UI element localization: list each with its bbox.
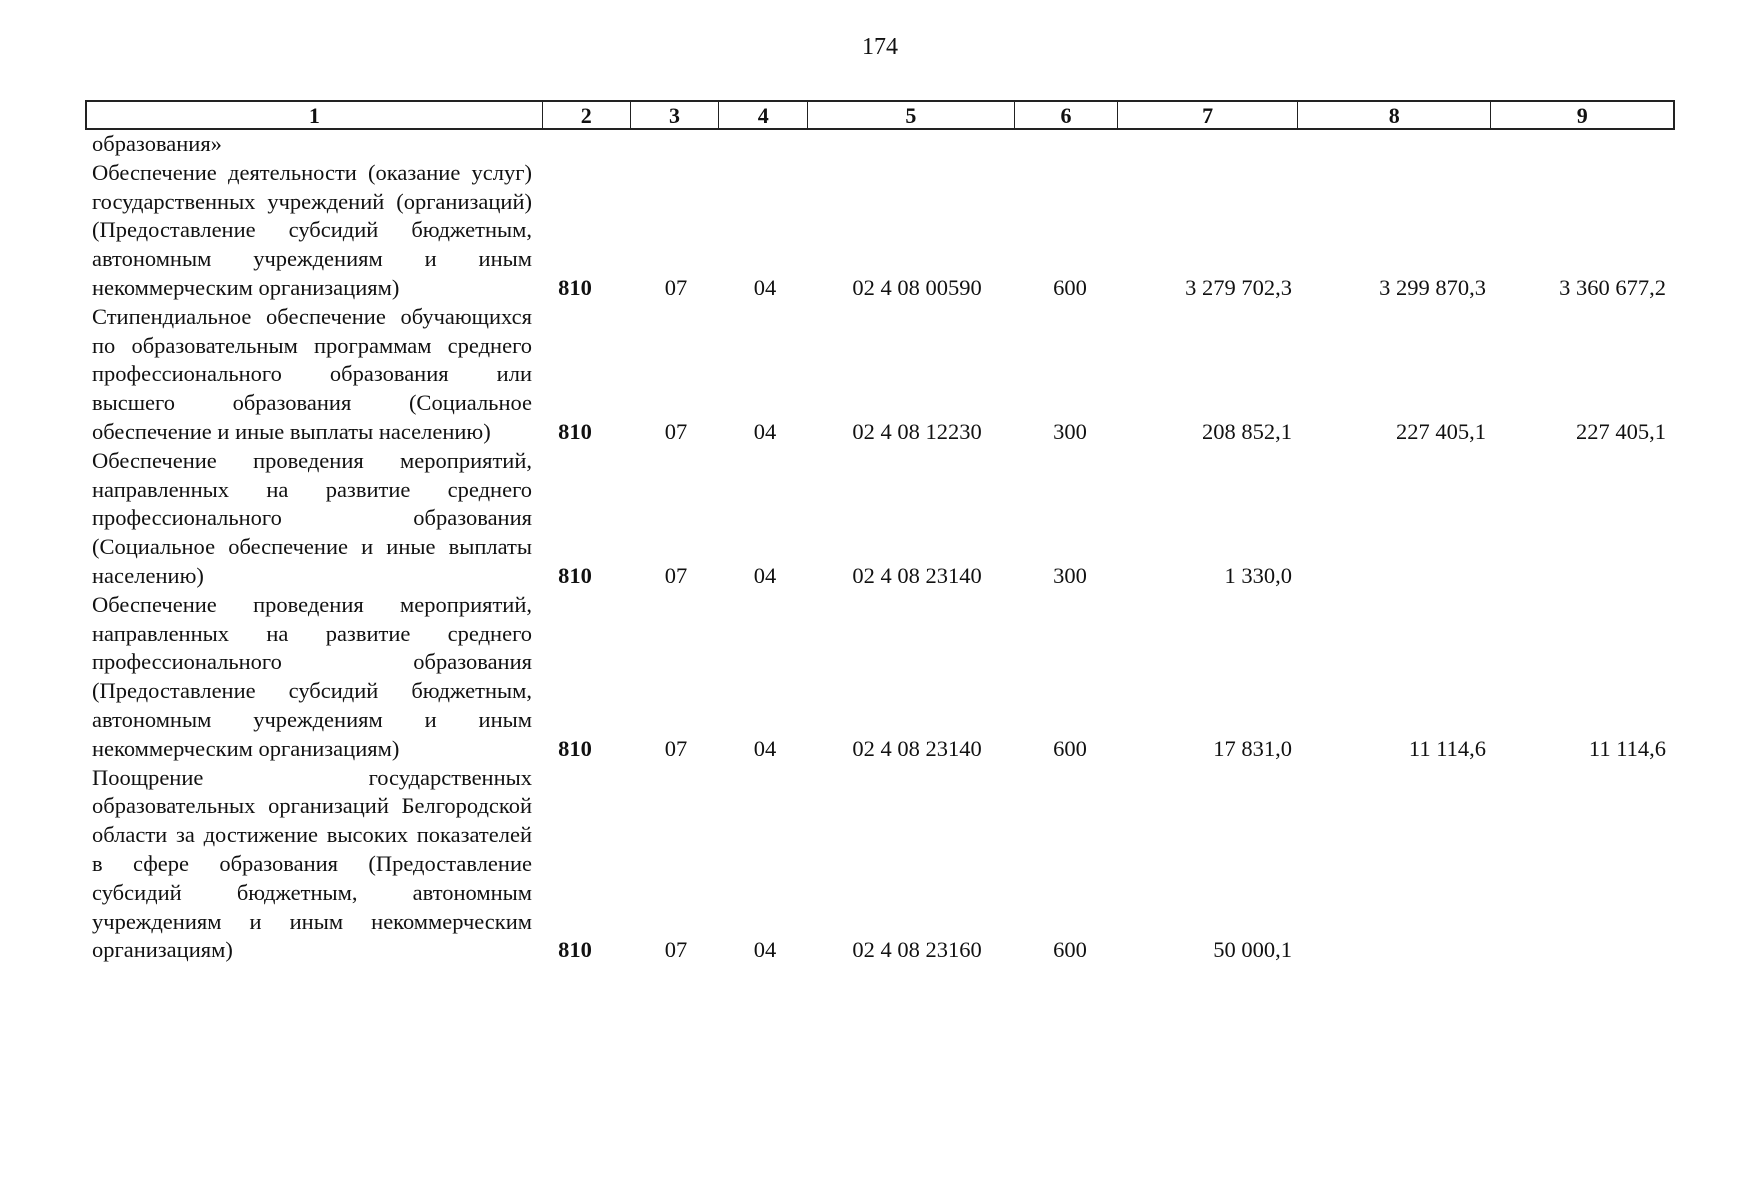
row-vr: 600	[1053, 735, 1087, 761]
row-pr: 04	[753, 562, 777, 588]
header-col-2: 2	[543, 102, 631, 128]
row-description: Стипендиальное обеспечение обучающихся по образовательным программам среднего профессионального образования или высшего образования (Социальное обеспечение и иные выплаты населению)	[92, 303, 532, 444]
row-vr: 600	[1053, 274, 1087, 300]
row-description: Поощрение государственных образовательных организаций Белгородской области за достижение высоких показателей в сфере образования (Предоставление субсидий бюджетным, автономным учреждениям и иным некоммерческим организациям)	[92, 764, 532, 963]
header-col-6: 6	[1015, 102, 1119, 128]
row-year1: 3 279 702,3	[1185, 274, 1292, 300]
row-vr: 300	[1053, 418, 1087, 444]
row-description: Обеспечение деятельности (оказание услуг) государственных учреждений (организаций) (Предоставление субсидий бюджетным, автономным учреждениям и иным некоммерческим организациям)	[92, 159, 532, 300]
row-kod: 810	[558, 937, 592, 963]
row-csr: 02 4 08 12230	[852, 418, 982, 444]
row-csr: 02 4 08 23140	[852, 735, 982, 761]
row-csr: 02 4 08 23160	[852, 937, 982, 963]
table-row	[0, 303, 1760, 447]
row-rz: 07	[664, 418, 688, 444]
row-kod: 810	[558, 418, 592, 444]
row-description: Обеспечение проведения мероприятий, направленных на развитие среднего профессионального образования (Социальное обеспечение и иные выплаты населению)	[92, 447, 532, 588]
row-rz: 07	[664, 937, 688, 963]
row-vr: 300	[1053, 562, 1087, 588]
row-rz: 07	[664, 735, 688, 761]
page-number: 174	[862, 34, 898, 60]
row-description: Обеспечение проведения мероприятий, направленных на развитие среднего профессионального образования (Предоставление субсидий бюджетным, автономным учреждениям и иным некоммерческим организациям)	[92, 591, 532, 761]
row-rz: 07	[664, 562, 688, 588]
row-year2: 3 299 870,3	[1379, 274, 1486, 300]
header-col-1: 1	[87, 102, 543, 128]
row-kod: 810	[558, 562, 592, 588]
row-year1: 17 831,0	[1213, 735, 1292, 761]
row-year3: 3 360 677,2	[1559, 274, 1666, 300]
row-year1: 1 330,0	[1224, 562, 1292, 588]
row-kod: 810	[558, 735, 592, 761]
row-csr: 02 4 08 23140	[852, 562, 982, 588]
header-col-7: 7	[1118, 102, 1298, 128]
header-col-4: 4	[719, 102, 808, 128]
row-pr: 04	[753, 937, 777, 963]
header-col-9: 9	[1576, 103, 1588, 128]
table-header	[85, 100, 1675, 130]
row-year1: 208 852,1	[1202, 418, 1292, 444]
header-col-5: 5	[808, 102, 1014, 128]
table-row	[0, 591, 1760, 764]
row-year3: 227 405,1	[1576, 418, 1666, 444]
continuation-row	[0, 130, 1760, 159]
continuation-text: образования»	[92, 131, 222, 156]
table-row	[0, 447, 1760, 591]
row-rz: 07	[664, 274, 688, 300]
row-pr: 04	[753, 735, 777, 761]
row-year2: 227 405,1	[1396, 418, 1486, 444]
row-year3: 11 114,6	[1588, 735, 1666, 761]
row-vr: 600	[1053, 937, 1087, 963]
table-row	[0, 764, 1760, 966]
row-pr: 04	[753, 274, 777, 300]
header-col-8: 8	[1298, 102, 1492, 128]
row-pr: 04	[753, 418, 777, 444]
table-row	[0, 159, 1760, 303]
row-year2: 11 114,6	[1408, 735, 1486, 761]
table-body	[0, 130, 1760, 965]
row-year1: 50 000,1	[1213, 937, 1292, 963]
row-kod: 810	[558, 274, 592, 300]
row-csr: 02 4 08 00590	[852, 274, 982, 300]
header-col-3: 3	[631, 102, 720, 128]
